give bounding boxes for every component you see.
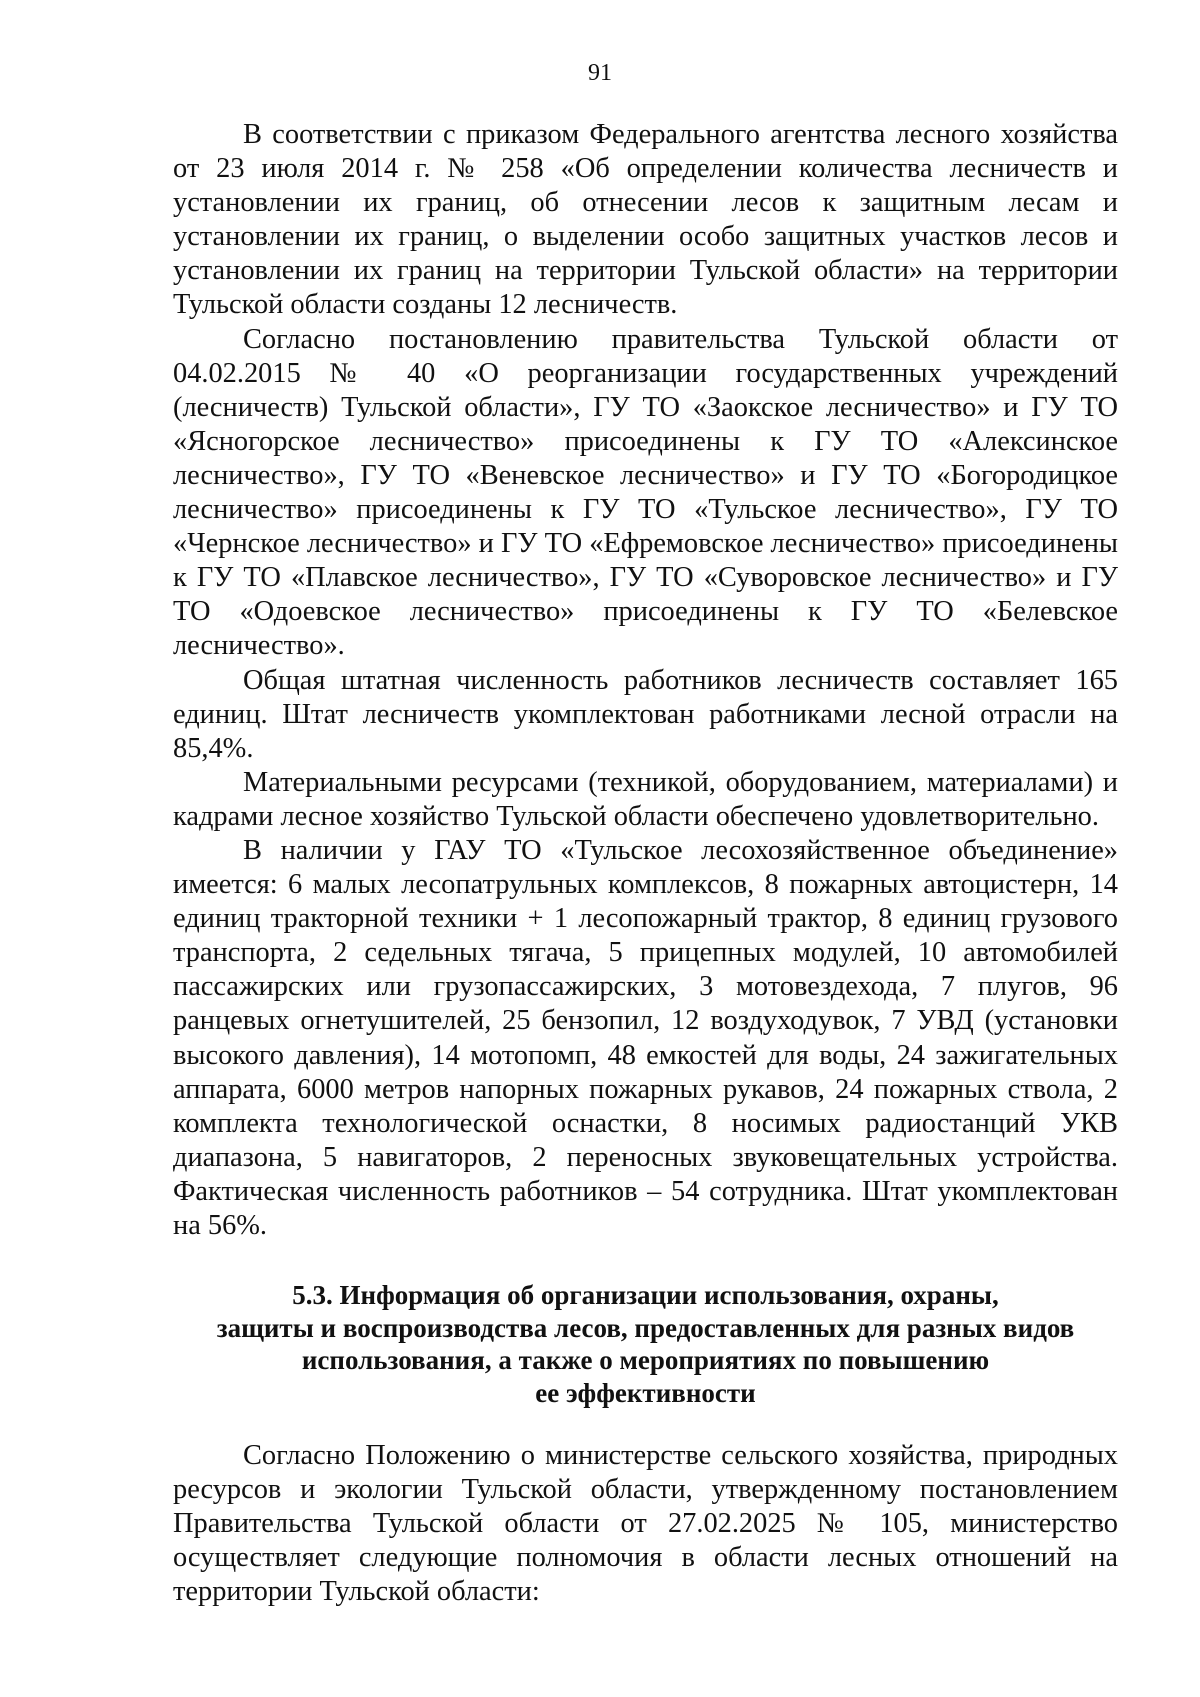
document-body — [173, 118, 1118, 1610]
section-heading-line: защиты и воспроизводства лесов, предоставленных для разных видов — [216, 1312, 1075, 1343]
paragraph-resources: Материальными ресурсами (техникой, оборудованием, материалами) и кадрами лесное хозяйство Тульской области обеспечено удовлетворительно. — [173, 766, 1118, 832]
paragraph-forestry-order: В соответствии с приказом Федерального агентства лесного хозяйства от 23 июля 2014 г. № 258 «Об определении количества лесничеств и установлении их границ, об отнесении лесов к защитным лесам и установлении их границ, о выделении особо защитных участков лесов и установлении их границ на территории Тульской области» на территории Тульской области созданы 12 лесничеств. — [173, 119, 1118, 321]
section-heading-line: 5.3. Информация об организации использования, охраны, — [292, 1280, 999, 1311]
paragraph-reorganization: Согласно постановлению правительства Тульской области от 04.02.2015 № 40 «О реорганизации государственных учреждений (лесничеств) Тульской области», ГУ ТО «Заокское лесничество» и ГУ ТО «Ясногорское лесничество» присоединены к ГУ ТО «Алексинское лесничество», ГУ ТО «Веневское лесничество» и ГУ ТО «Богородицкое лесничество» присоединены к ГУ ТО «Тульское лесничество», ГУ ТО «Чернское лесничество» и ГУ ТО «Ефремовское лесничество» присоединены к ГУ ТО «Плавское лесничество», ГУ ТО «Суворовское лесничество» и ГУ ТО «Одоевское лесничество» присоединены к ГУ ТО «Белевское лесничество». — [173, 323, 1118, 662]
section-heading-line: ее эффективности — [535, 1377, 756, 1408]
paragraph-equipment: В наличии у ГАУ ТО «Тульское лесохозяйственное объединение» имеется: 6 малых лесопатрульных комплексов, 8 пожарных автоцистерн, 14 единиц тракторной техники + 1 лесопожарный трактор, 8 единиц грузового транспорта, 2 седельных тягача, 5 прицепных модулей, 10 автомобилей пассажирских или грузопассажирских, 3 мотовездехода, 7 плугов, 96 ранцевых огнетушителей, 25 бензопил, 12 воздуходувок, 7 УВД (установки высокого давления), 14 мотопомп, 48 емкостей для воды, 24 зажигательных аппарата, 6000 метров напорных пожарных рукавов, 24 пожарных ствола, 2 комплекта технологической оснастки, 8 носимых радиостанций УКВ диапазона, 5 навигаторов, 2 переносных звуковещательных устройства. Фактическая численность работников – 54 сотрудника. Штат укомплектован на 56%. — [173, 834, 1118, 1241]
section-heading — [173, 1279, 1118, 1409]
page-number: 91 — [588, 60, 612, 86]
paragraph-ministry-powers: Согласно Положению о министерстве сельского хозяйства, природных ресурсов и экологии Тульской области, утвержденному постановлением Правительства Тульской области от 27.02.2025 № 105, министерство осуществляет следующие полномочия в области лесных отношений на территории Тульской области: — [173, 1440, 1118, 1608]
paragraph-staffing: Общая штатная численность работников лесничеств составляет 165 единиц. Штат лесничеств укомплектован работниками лесной отрасли на 85,4%. — [173, 664, 1118, 764]
section-heading-line: использования, а также о мероприятиях по повышению — [301, 1345, 990, 1376]
